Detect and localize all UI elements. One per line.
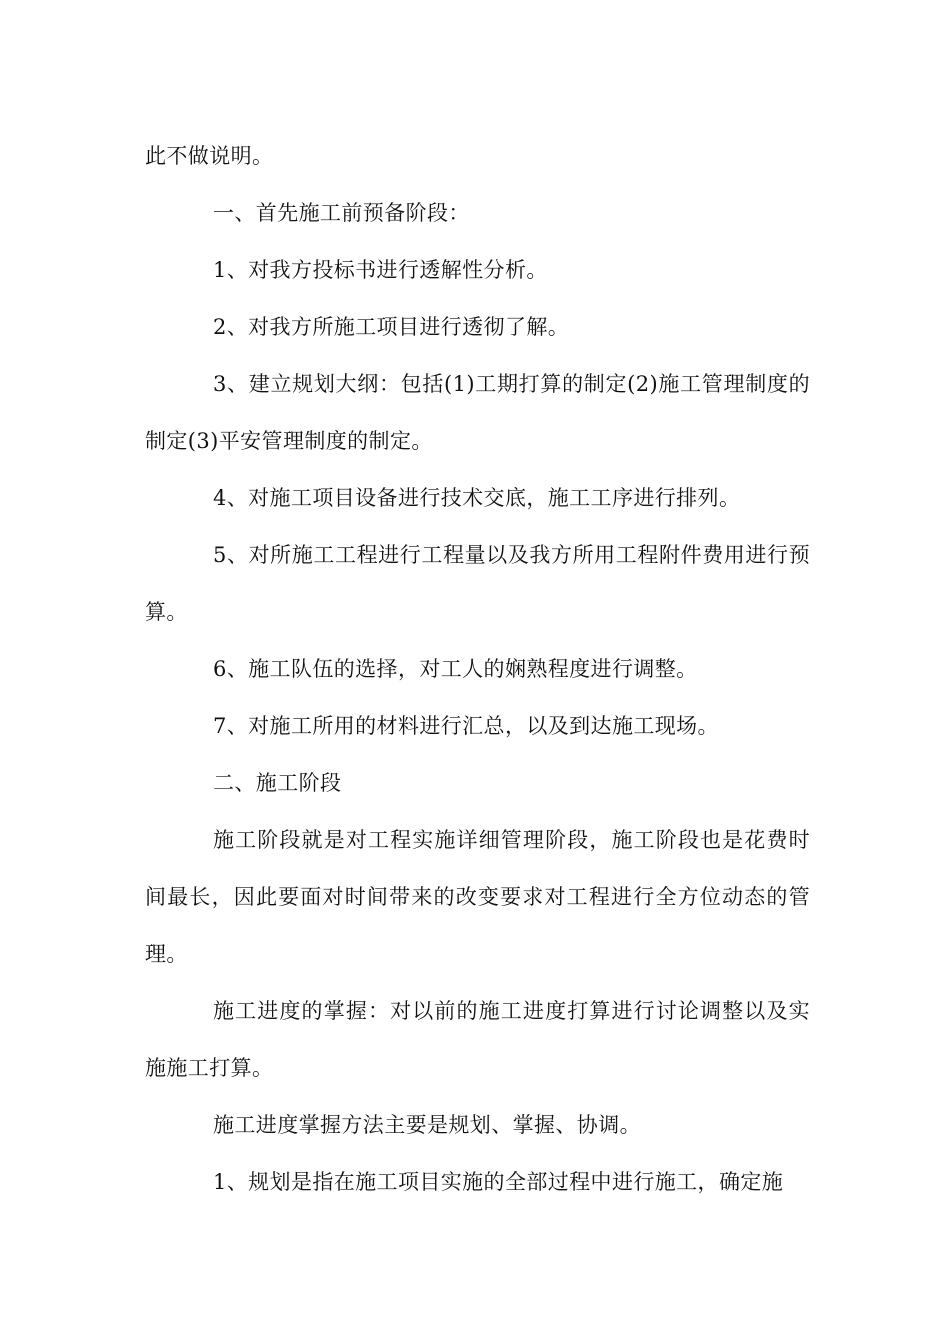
paragraph: 施工进度掌握方法主要是规划、掌握、协调。 — [213, 1113, 641, 1137]
list-item: 3、建立规划大纲：包括(1)工期打算的制定(2)施工管理制度的制定(3)平安管理制度的制定。 — [145, 372, 810, 453]
document-body — [145, 128, 810, 1211]
list-item: 2、对我方所施工项目进行透彻了解。 — [213, 315, 570, 339]
paragraph: 施工阶段就是对工程实施详细管理阶段，施工阶段也是花费时间最长，因此要面对时间带来的改变要求对工程进行全方位动态的管理。 — [145, 828, 810, 966]
paragraph: 此不做说明。 — [145, 144, 274, 168]
list-item: 1、对我方投标书进行透解性分析。 — [213, 258, 548, 282]
list-item: 7、对施工所用的材料进行汇总，以及到达施工现场。 — [213, 714, 719, 738]
list-item: 4、对施工项目设备进行技术交底，施工工序进行排列。 — [213, 486, 741, 510]
list-item: 1、规划是指在施工项目实施的全部过程中进行施工，确定施 — [213, 1170, 784, 1194]
section-heading: 一、首先施工前预备阶段： — [213, 201, 470, 225]
list-item: 6、施工队伍的选择，对工人的娴熟程度进行调整。 — [213, 657, 698, 681]
list-item: 5、对所施工工程进行工程量以及我方所用工程附件费用进行预算。 — [145, 543, 810, 624]
section-heading: 二、施工阶段 — [213, 771, 342, 795]
paragraph: 施工进度的掌握：对以前的施工进度打算进行讨论调整以及实施施工打算。 — [145, 999, 810, 1080]
